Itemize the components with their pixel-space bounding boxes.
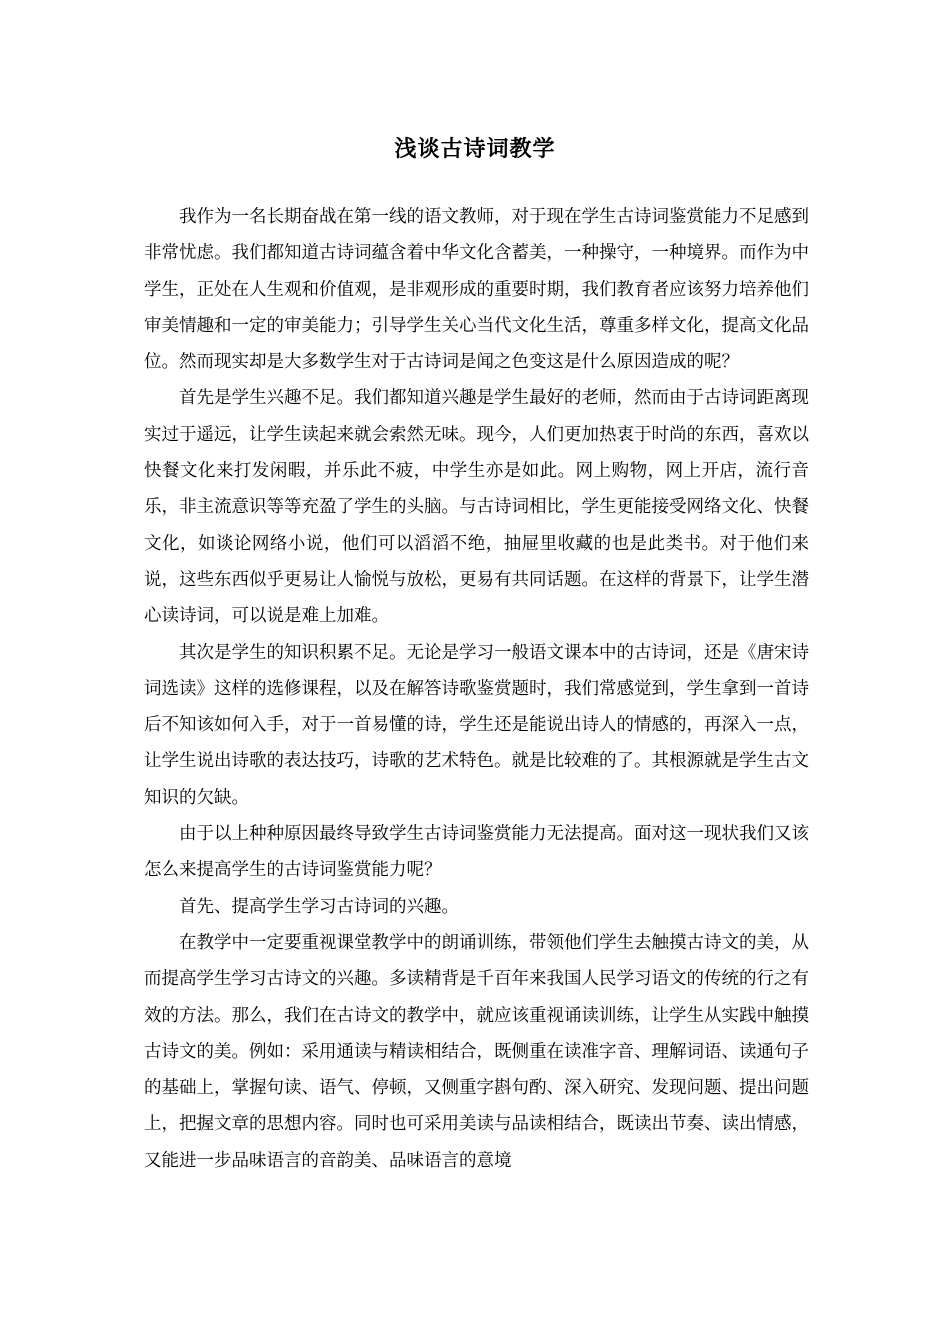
paragraph-5: 首先、提高学生学习古诗词的兴趣。 [179,896,459,917]
paragraph-2: 首先是学生兴趣不足。我们都知道兴趣是学生最好的老师，然而由于古诗词距离现实过于遥远，让学生读起来就会索然无味。现今，人们更加热衷于时尚的东西，喜欢以快餐文化来打发闲暇，并乐此不疲，中学生亦是如此。网上购物，网上开店，流行音乐，非主流意识等等充盈了学生的头脑。与古诗词相比，学生更能接受网络文化、快餐文化，如谈论网络小说，他们可以滔滔不绝，抽屉里收藏的也是此类书。对于他们来说，这些东西似乎更易让人愉悦与放松，更易有共同话题。在这样的背景下，让学生潜心读诗词，可以说是难上加难。 [144,388,809,627]
paragraph-3: 其次是学生的知识积累不足。无论是学习一般语文课本中的古诗词，还是《唐宋诗词选读》这样的选修课程，以及在解答诗歌鉴赏题时，我们常感觉到，学生拿到一首诗后不知该如何入手，对于一首易懂的诗，学生还是能说出诗人的情感的，再深入一点，让学生说出诗歌的表达技巧，诗歌的艺术特色。就是比较难的了。其根源就是学生古文知识的欠缺。 [144,642,809,808]
paragraph-1: 我作为一名长期奋战在第一线的语文教师，对于现在学生古诗词鉴赏能力不足感到非常忧虑。我们都知道古诗词蕴含着中华文化含蓄美，一种操守，一种境界。而作为中学生，正处在人生观和价值观，是非观形成的重要时期，我们教育者应该努力培养他们审美情趣和一定的审美能力；引导学生关心当代文化生活，尊重多样文化，提高文化品位。然而现实却是大多数学生对于古诗词是闻之色变这是什么原因造成的呢？ [144,207,809,373]
document-title: 浅谈古诗词教学 [394,136,556,162]
document-body [144,199,809,1179]
paragraph-6: 在教学中一定要重视课堂教学中的朗诵训练，带领他们学生去触摸古诗文的美，从而提高学生学习古诗文的兴趣。多读精背是千百年来我国人民学习语文的传统的行之有效的方法。那么，我们在古诗文的教学中，就应该重视诵读训练，让学生从实践中触摸古诗文的美。例如：采用通读与精读相结合，既侧重在读准字音、理解词语、读通句子的基础上，掌握句读、语气、停顿，又侧重字斟句酌、深入研究、发现问题、提出问题上，把握文章的思想内容。同时也可采用美读与品读相结合，既读出节奏、读出情感，又能进一步品味语言的音韵美、品味语言的意境 [144,932,809,1171]
paragraph-4: 由于以上种种原因最终导致学生古诗词鉴赏能力无法提高。面对这一现状我们又该怎么来提高学生的古诗词鉴赏能力呢？ [144,824,809,881]
